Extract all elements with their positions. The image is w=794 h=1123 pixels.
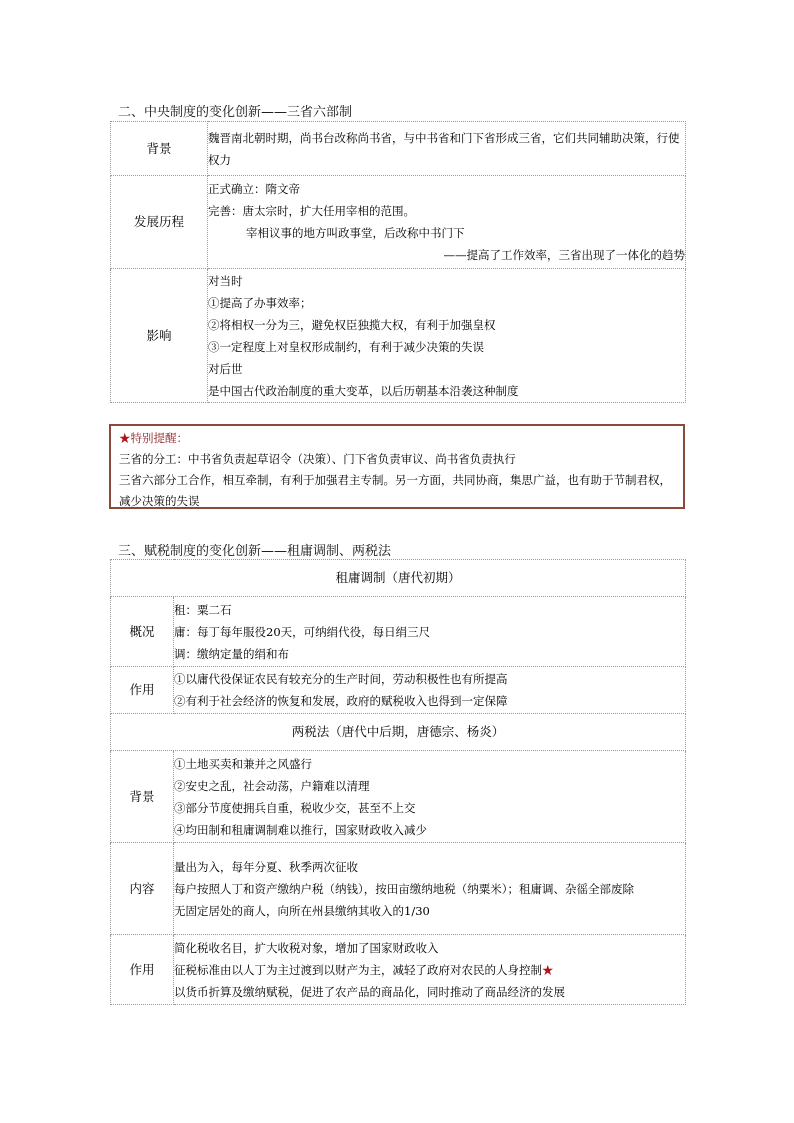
text-line: 庸：每丁每年服役20天，可纳绢代役，每日绢三尺 [174,624,431,639]
star-icon: ★ [542,962,554,977]
subsection-title: 租庸调制（唐代初期） [111,560,686,597]
row-content [174,751,686,843]
reminder-title: 特别提醒： [130,431,188,445]
text-line: ——提高了工作效率，三省出现了一体化的趋势 [443,248,685,262]
text-line: 调：缴纳定量的绢和布 [174,646,289,661]
section-heading: 三、赋税制度的变化创新——租庸调制、两税法 [118,544,392,559]
row-content [174,597,686,667]
text-line: 简化税收名目，扩大收税对象，增加了国家财政收入 [174,940,439,955]
section-heading: 二、中央制度的变化创新——三省六部制 [118,105,353,120]
text-line-body: 征税标准由以人丁为主过渡到以财产为主，减轻了政府对农民的人身控制 [174,962,542,977]
row-content [174,935,686,1005]
text-line: 三省六部分工合作，相互牵制，有利于加强君主专制。另一方面，共同协商，集思广益，也有助于节制君权，减少决策的失误 [119,473,671,508]
text-line: ②将相权一分为三，避免权臣独揽大权，有利于加强皇权 [208,317,496,332]
row-label: 背景 [111,751,174,843]
star-icon: ★ [119,431,131,445]
text-line: ①以庸代役保证农民有较充分的生产时间，劳动积极性也有所提高 [174,672,508,686]
text-line: 宰相议事的地方叫政事堂，后改称中书门下 [246,226,465,240]
text-line: 三省的分工：中书省负责起草诏令（决策）、门下省负责审议、尚书省负责执行 [119,452,516,466]
text-line: 无固定居处的商人，向所在州县缴纳其收入的1/30 [174,903,430,918]
text-line: ④均田制和租庸调制难以推行，国家财政收入减少 [174,822,427,837]
row-content [208,122,686,176]
text-line: 魏晋南北朝时期，尚书台改称尚书省，与中书省和门下省形成三省，它们共同辅助决策，行使权力 [208,130,680,167]
row-label: 发展历程 [111,176,208,269]
text-line: 租：粟二石 [174,602,232,617]
reminder-title-line [119,428,675,449]
row-content [208,176,686,269]
three-departments-table [110,121,686,403]
text-line: ③一定程度上对皇权形成制约，有利于减少决策的失误 [208,339,484,354]
text-line: 以货币折算及缴纳赋税，促进了农产品的商品化，同时推动了商品经济的发展 [174,984,565,999]
row-content [174,843,686,935]
row-label: 作用 [111,935,174,1005]
row-label: 背景 [111,122,208,176]
special-reminder-box [109,424,685,509]
text-line: 每户按照人丁和资产缴纳户税（纳钱），按田亩缴纳地税（纳粟米）；租庸调、杂徭全部废除 [174,881,634,896]
row-content [174,667,686,714]
tax-system-table [110,559,686,1005]
text-line: ②有利于社会经济的恢复和发展，政府的赋税收入也得到一定保障 [174,694,508,708]
text-line: ②安史之乱，社会动荡，户籍难以清理 [174,778,370,793]
text-line: 对当时 [208,273,243,288]
text-line: ③部分节度使拥兵自重，税收少交，甚至不上交 [174,800,416,815]
text-line: 正式确立：隋文帝 [208,182,300,196]
row-label: 概况 [111,597,174,667]
text-line: 是中国古代政治制度的重大变革，以后历朝基本沿袭这种制度 [208,383,519,398]
text-line: 完善：唐太宗时，扩大任用宰相的范围。 [208,204,415,218]
text-line: 对后世 [208,361,243,376]
subsection-title: 两税法（唐代中后期，唐德宗、杨炎） [111,714,686,751]
text-line [174,959,685,981]
row-content [208,269,686,403]
row-label: 影响 [111,269,208,403]
text-line: ①土地买卖和兼并之风盛行 [174,756,312,771]
row-label: 作用 [111,667,174,714]
text-line: 量出为入，每年分夏、秋季两次征收 [174,859,358,874]
text-line: ①提高了办事效率； [208,295,312,310]
row-label: 内容 [111,843,174,935]
